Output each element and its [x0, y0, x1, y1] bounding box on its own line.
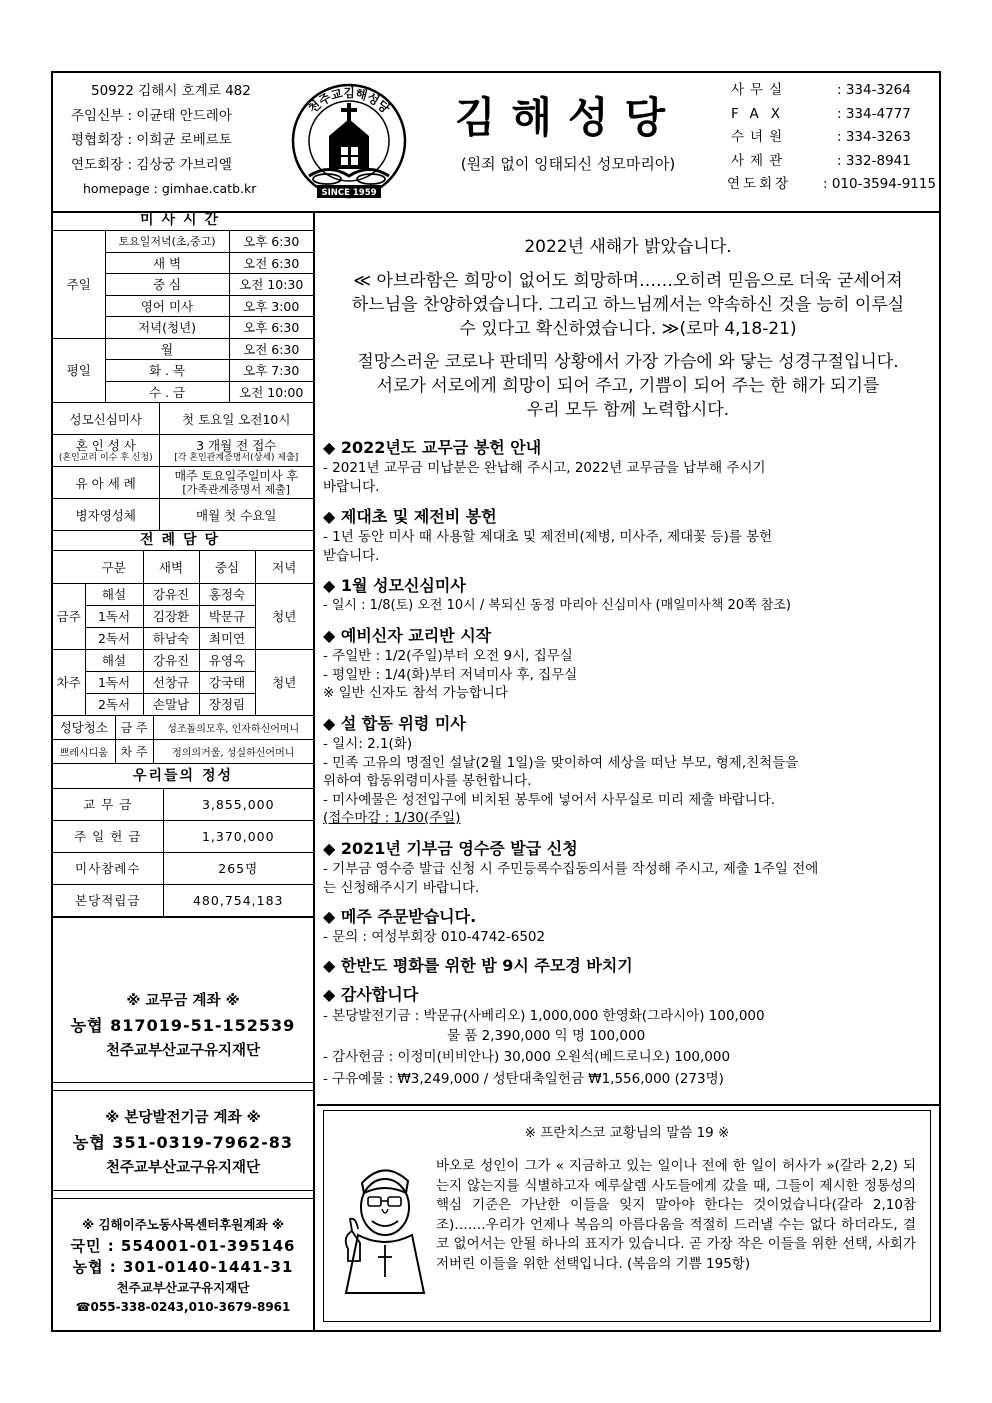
notice-body: - 구유예물 : ₩3,249,000 / 성탄대축일헌금 ₩1,556,000 (273명) [323, 1071, 724, 1087]
notice-body: - 미사예물은 성전입구에 비치된 봉투에 넣어서 사무실로 미리 제출 바랍니다. [323, 791, 776, 808]
mass-time: 오후 6:30 [229, 317, 313, 339]
account-owner: 천주교부산교구유지재단 [105, 1160, 261, 1176]
mass-name: 토요일저녁(초,중고) [105, 231, 229, 252]
message-line: ≪ 아브라함은 희망이 없어도 희망하며……오히려 믿음으로 더욱 굳세어져 [353, 271, 903, 291]
duty-person: 손말남 [143, 693, 199, 715]
baptism-label: 유 아 세 례 [53, 467, 159, 499]
notice-tithe [323, 437, 935, 496]
pope-quote-title: ※ 프란치스코 교황님의 말씀 19 ※ [524, 1125, 730, 1141]
parish-info [71, 79, 301, 202]
mass-name: 영어 미사 [105, 295, 229, 317]
contact-value: : 334-3264 [837, 82, 911, 98]
pope-quote-box [323, 1110, 931, 1322]
liturgy-duty-table [53, 551, 313, 716]
labor-line2: 농협 : 301-0140-1441-31 [72, 1258, 294, 1276]
duty-evening: 청년 [255, 583, 313, 649]
offering-value: 3,855,000 [163, 789, 313, 821]
baptism-value: 매주 토요일주일미사 후 [174, 468, 299, 483]
duty-role: 해설 [85, 583, 143, 605]
notice-thanks [323, 984, 935, 1090]
offering-label: 교 무 금 [53, 789, 163, 821]
notice-candles [323, 506, 935, 565]
weekday-label: 평일 [53, 338, 105, 403]
message-line: 하느님을 찬양하였습니다. 그리고 하느님께서는 약속하신 것을 능히 이루실 [351, 295, 905, 315]
parish-logo [289, 81, 409, 201]
duty-person: 하남숙 [143, 627, 199, 649]
elder-president: 연도회장 : 김상궁 가브리엘 [71, 156, 232, 173]
mass-time: 오후 3:00 [229, 295, 313, 317]
notice-title: ◆ 2021년 기부금 영수증 발급 신청 [323, 839, 578, 858]
sacrament-info-table [53, 403, 313, 531]
mass-time: 오전 10:30 [229, 274, 313, 296]
contact-row [725, 150, 937, 174]
notice-body: - 기부금 영수증 발급 신청 시 주민등록수집동의서를 작성해 주시고, 제출 1주일 전에 [323, 861, 819, 877]
mass-name: 새 벽 [105, 252, 229, 274]
offering-label: 주 일 헌 금 [53, 820, 163, 852]
duty-header: 저녁 [255, 551, 313, 583]
labor-line1: 국민 : 554001-01-395146 [70, 1237, 296, 1255]
message-line: 수 있다고 확신하였습니다. ≫(로마 4,18-21) [459, 319, 797, 339]
duty-role: 1독서 [85, 605, 143, 627]
contact-label: 사제관 [731, 152, 789, 169]
marriage-sub: (혼인교리 이수 후 신청) [58, 452, 153, 463]
duty-role: 해설 [85, 649, 143, 671]
labor-owner: 천주교부산교구유지재단 [116, 1280, 250, 1295]
notice-memorial-mass [323, 713, 935, 828]
account-number: 농협 817019-51-152539 [70, 1016, 296, 1035]
notice-body: - 문의 : 여성부회장 010-4742-6502 [323, 929, 546, 945]
mass-times-table [53, 231, 313, 403]
offering-label: 미사참례수 [53, 852, 163, 884]
account-title: ※ 본당발전기금 계좌 ※ [105, 1110, 261, 1126]
notice-mary-mass [323, 575, 935, 616]
sunday-label: 주일 [53, 231, 105, 338]
notice-body: - 감사헌금 : 이정미(비비안나) 30,000 오원석(베드로니오) 100,000 [323, 1049, 731, 1065]
contact-label: 수녀원 [731, 129, 789, 145]
flower-label: 쁘레시디움 [53, 739, 115, 763]
mass-name: 중 심 [105, 274, 229, 296]
marriage-value: 3 개월 전 접수 [196, 437, 277, 453]
notice-body: - 일시: 2.1(화) [323, 736, 413, 752]
offering-title: 우리들의 정성 [53, 764, 313, 789]
contact-value: : 010-3594-9115 [823, 176, 937, 192]
notice-body: - 민족 고유의 명절인 설날(2월 1일)을 맞이하여 세상을 떠난 부모, 형제,친척들을 [323, 754, 799, 771]
parish-address: 50922 김해시 호계로 482 [91, 83, 251, 99]
pope-quote-section [317, 1104, 939, 1332]
duty-person: 유영옥 [199, 649, 255, 671]
mass-name: 저녁(청년) [105, 317, 229, 339]
notice-peace-prayer [323, 955, 935, 977]
contact-value: : 334-4777 [837, 105, 911, 122]
message-line: 우리 모두 함께 노력합시다. [526, 400, 730, 420]
duty-person: 강국태 [199, 671, 255, 693]
notice-title: ◆ 제대초 및 제전비 봉헌 [323, 507, 497, 526]
mary-mass-value: 첫 토요일 오전10시 [159, 403, 313, 435]
notice-title: ◆ 예비신자 교리반 시작 [323, 626, 492, 645]
account-owner: 천주교부산교구유지재단 [105, 1043, 261, 1059]
notice-body: - 일시 : 1/8(토) 오전 10시 / 복되신 동정 마리아 신심미사 (매일미사책 20쪽 참조) [323, 598, 791, 613]
message-line: 2022년 새해가 밝았습니다. [524, 237, 732, 257]
council-president: 평협회장 : 이희균 로베르토 [71, 132, 232, 148]
labor-phone: ☎055-338-0243,010-3679-8961 [75, 1300, 291, 1314]
duty-role: 2독서 [85, 627, 143, 649]
notice-title: ◆ 메주 주문받습니다. [323, 907, 477, 926]
duty-person: 선창규 [143, 671, 199, 693]
clean-week: 금 주 [115, 716, 153, 740]
notice-body: - 1년 동안 미사 때 사용할 제대초 및 제전비(제병, 미사주, 제대꽃 등)를 봉헌 [323, 529, 773, 545]
baptism-value-sub: [가족관계증명서 제출] [182, 482, 291, 496]
offering-value: 265명 [163, 852, 313, 884]
message-line: 서로가 서로에게 희망이 되어 주고, 기쁨이 되어 주는 한 해가 되기를 [376, 376, 880, 396]
clean-value: 성조돌의모후, 인자하신어머니 [153, 716, 313, 740]
clean-label: 성당청소 [53, 716, 115, 740]
bulletin-header [53, 73, 939, 213]
duty-person: 박문규 [199, 605, 255, 627]
mass-time: 오전 10:00 [229, 381, 313, 403]
notice-body: - 2021년 교무금 미납분은 완납해 주시고, 2022년 교무금을 납부해 주시기 [323, 460, 766, 476]
notice-body: - 주일반 : 1/2(주일)부터 오전 9시, 집무실 [323, 648, 573, 664]
pastor-name: 주임신부 : 이균태 안드레아 [71, 107, 232, 124]
duty-header: 중심 [199, 551, 255, 583]
account-title: ※ 교무금 계좌 ※ [126, 993, 240, 1009]
offering-table [53, 789, 313, 917]
next-week-label: 차주 [53, 649, 85, 715]
notice-donation-receipt [323, 838, 935, 897]
new-year-message [317, 235, 939, 422]
notice-body: 위하여 합동위령미사를 봉헌합니다. [323, 773, 532, 789]
duty-role: 2독서 [85, 693, 143, 715]
mary-mass-label: 성모신심미사 [53, 403, 159, 435]
duty-person: 강유진 [143, 583, 199, 605]
mass-name: 월 [105, 338, 229, 360]
duty-role: 1독서 [85, 671, 143, 693]
bulletin-frame [51, 71, 941, 1332]
offering-value: 480,754,183 [163, 884, 313, 916]
notice-body: 물 품 2,390,000 익 명 100,000 [447, 1028, 646, 1044]
duty-person: 최미연 [199, 627, 255, 649]
contact-value: : 334-3263 [837, 129, 911, 145]
notice-catechism [323, 625, 935, 703]
pope-caricature-icon [338, 1153, 432, 1298]
notice-body: ※ 일반 신자도 참석 가능합니다 [323, 685, 508, 701]
mass-time: 오전 6:30 [229, 252, 313, 274]
mass-name: 수 . 금 [105, 381, 229, 403]
labor-center-account [53, 1214, 313, 1316]
notice-body: 는 신청해주시기 바랍니다. [323, 879, 480, 896]
account-number: 농협 351-0319-7962-83 [72, 1133, 294, 1152]
sidebar [53, 211, 315, 1330]
contact-value: : 332-8941 [837, 152, 911, 169]
duty-person: 홍정숙 [199, 583, 255, 605]
notice-body: - 평일반 : 1/4(화)부터 저녁미사 후, 집무실 [323, 666, 578, 683]
parish-subtitle: (원죄 없이 잉태되신 성모마리아) [460, 155, 676, 173]
duty-header: 새벽 [143, 551, 199, 583]
duty-header: 구분 [85, 551, 143, 583]
flower-week: 차 주 [115, 739, 153, 763]
labor-title: ※ 김해이주노동사목센터후원계좌 ※ [81, 1217, 285, 1232]
duty-evening: 청년 [255, 649, 313, 715]
tithe-account [53, 989, 313, 1063]
logo-text: 천주교김해성당 [305, 86, 393, 116]
contact-row [725, 103, 937, 127]
homepage-link[interactable]: homepage : gimhae.catb.kr [83, 181, 257, 196]
contact-row [725, 126, 937, 150]
this-week-label: 금주 [53, 583, 85, 649]
notice-title: ◆ 감사합니다 [323, 985, 419, 1004]
sick-value: 매월 첫 수요일 [159, 499, 313, 531]
offering-value: 1,370,000 [163, 820, 313, 852]
contact-label: 연도회장 [727, 176, 792, 192]
contact-label: 사무실 [731, 82, 789, 98]
duty-person: 강유진 [143, 649, 199, 671]
main-content [317, 211, 939, 1330]
notice-body: 받습니다. [323, 547, 380, 564]
notice-body: 바랍니다. [323, 478, 380, 495]
contact-list [725, 79, 937, 197]
message-line: 절망스러운 코로나 판데믹 상황에서 가장 가슴에 와 닿는 성경구절입니다. [357, 352, 899, 372]
mass-time: 오후 6:30 [229, 231, 313, 252]
marriage-value-sub: [각 혼인관계증명서(상세) 제출] [174, 452, 299, 463]
notice-title: ◆ 1월 성모신심미사 [323, 576, 466, 595]
notice-body: - 본당발전기금 : 박문규(사베리오) 1,000,000 한영화(그라시아) 100,000 [323, 1008, 765, 1024]
duty-person: 김장환 [143, 605, 199, 627]
marriage-label: 혼 인 성 사 [75, 437, 136, 453]
mass-time: 오전 6:30 [229, 338, 313, 360]
logo-since: SINCE 1959 [321, 188, 377, 198]
cleaning-duty-table [53, 716, 313, 764]
notice-title: ◆ 한반도 평화를 위한 밤 9시 주모경 바치기 [323, 956, 633, 975]
duty-person: 장정림 [199, 693, 255, 715]
contact-label: FAX [731, 105, 793, 122]
notice-body: (접수마감 : 1/30(주일) [323, 810, 461, 826]
mass-name: 화 . 목 [105, 360, 229, 382]
contact-row [725, 79, 937, 103]
flower-value: 정의의거울, 성실하신어머니 [153, 739, 313, 763]
offering-label: 본당적립금 [53, 884, 163, 916]
contact-row [725, 173, 937, 197]
pope-quote-text: 바오로 성인이 그가 « 지금하고 있는 일이나 전에 한 일이 허사가 »(갈라 2,2) 되는지 않는지를 식별하고자 예루살렘 사도들에게 갔을 때, 그들이 제시한 정통성의 핵심 기준은 가난한 이들을 잊지 말아야 한다는 것이었습니다(갈라 2,10참조)…….우리가 언제나 복음의 아름다움을 적절히 드러낼 수는 없다 하더라도, 결코 없어서는 안될 하나의 표지가 있습니다. 곧 가장 작은 이들을 위한 선택, 사회가 저버린 이들을 위한 선택입니다. (복음의 기쁨 195항) [436, 1158, 916, 1272]
sick-label: 병자영성체 [53, 499, 159, 531]
parish-title: 김해성당 [454, 93, 682, 142]
notice-title: ◆ 2022년도 교무금 봉헌 안내 [323, 438, 542, 457]
mass-time: 오후 7:30 [229, 360, 313, 382]
development-account [53, 1106, 313, 1180]
notice-title: ◆ 설 합동 위령 미사 [323, 714, 466, 733]
mass-times-title: 미사시간 [53, 211, 313, 231]
duty-title: 전례담당 [53, 531, 313, 551]
notice-meju [323, 906, 935, 947]
